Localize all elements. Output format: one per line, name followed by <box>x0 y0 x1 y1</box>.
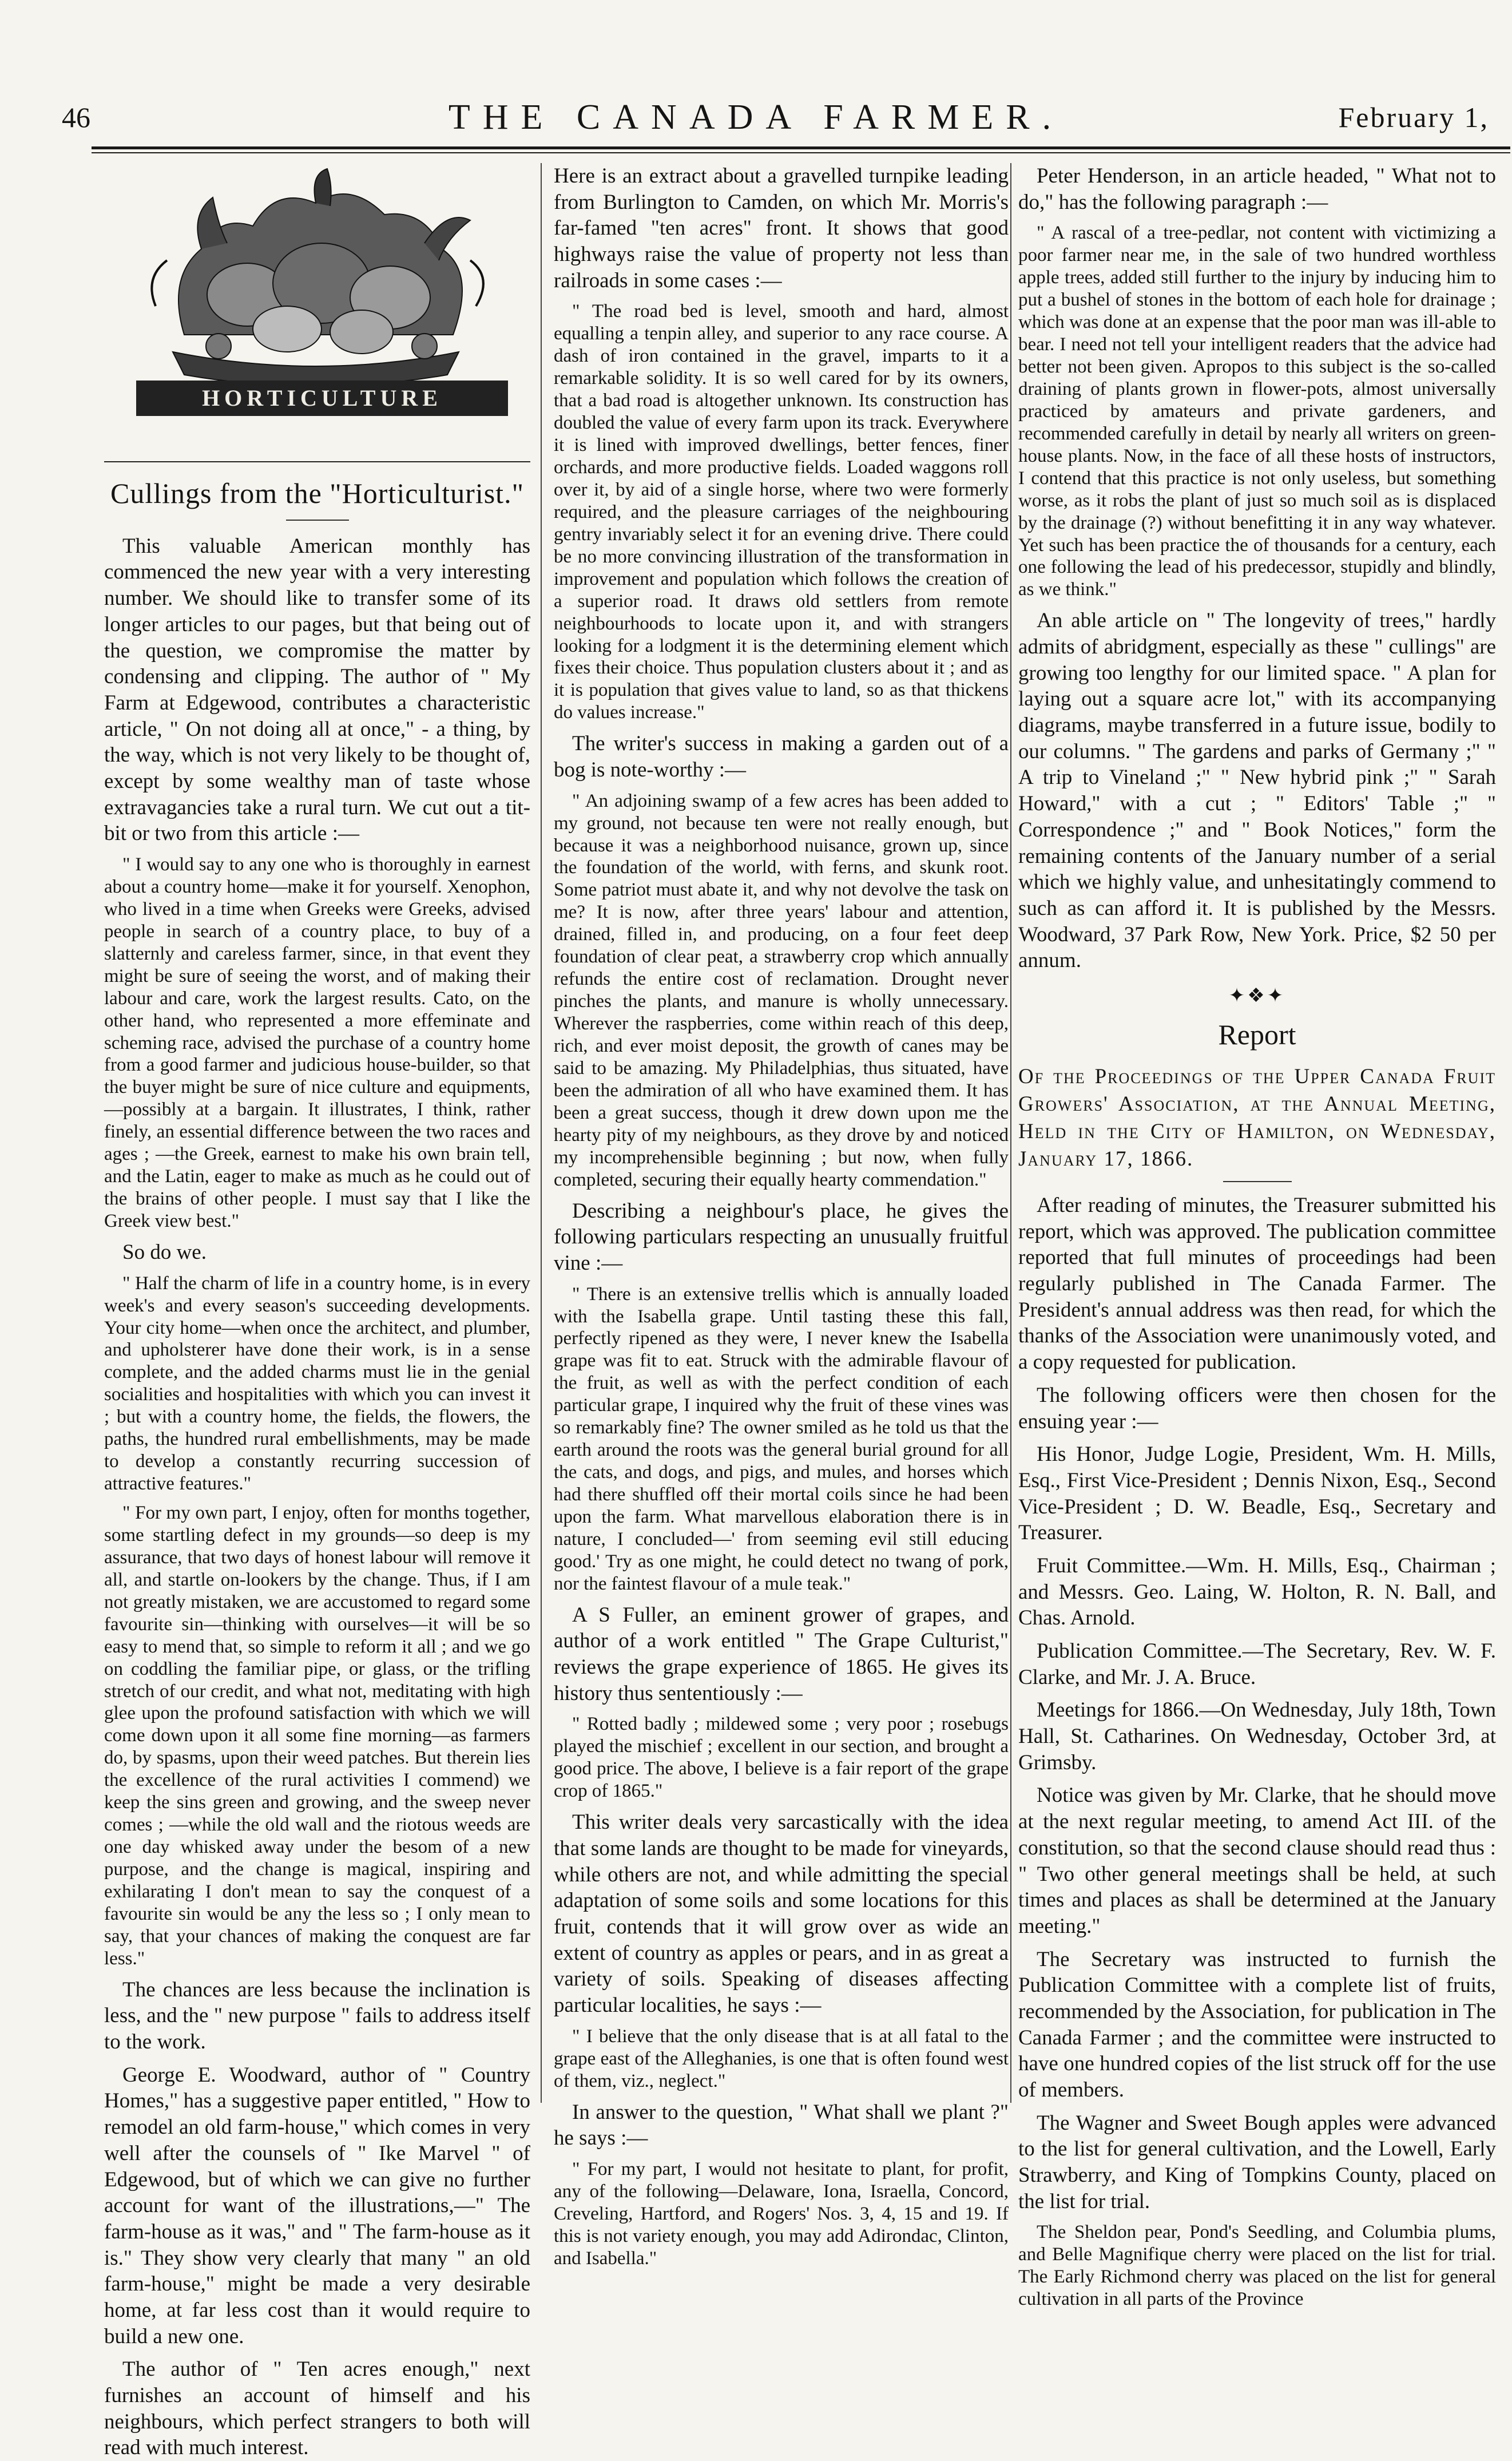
article-paragraph: The chances are less because the inclination is less, and the " new purpose " fails to address itself to the work. <box>104 1977 530 2054</box>
article-paragraph: A S Fuller, an eminent grower of grapes, and author of a work entitled " The Grape Culturist," reviews the grape experience of 1865. He gives its history thus sententiously :— <box>554 1603 1009 1705</box>
horticulture-vignette <box>104 163 530 441</box>
masthead-rule-thick <box>92 146 1510 149</box>
column-three <box>1018 163 1496 2310</box>
article-paragraph: George E. Woodward, author of " Country Homes," has a suggestive paper entitled, " How to remodel an old farm-house," which comes in very well after the counsels of " Ike Marvel " of Edgewood, but of which we can give no further account for want of the illustrations,—" The farm-house as it was," and " The farm-house as it is." They show very clearly that many " an old farm-house," might be made a very desirable home, at far less cost than it would require to build a new one. <box>104 2063 530 2348</box>
masthead-rule-thin <box>92 152 1510 153</box>
cullings-heading: Cullings from the "Horticulturist." <box>110 477 524 509</box>
article-paragraph: The author of " Ten acres enough," next furnishes an account of himself and his neighbours, which perfect strangers to both will read with much interest. <box>104 2357 530 2460</box>
page-number: 46 <box>62 101 90 133</box>
heading-rule <box>286 520 349 521</box>
report-paragraph: Meetings for 1866.—On Wednesday, July 18th, Town Hall, St. Catharines. On Wednesday, October 3rd, at Grimsby. <box>1018 1698 1496 1774</box>
masthead <box>0 0 1512 154</box>
report-paragraph: The Sheldon pear, Pond's Seedling, and Columbia plums, and Belle Magnifique cherry were placed on the list for trial. The Early Richmond cherry was placed on the list for general cultivation in all parts of the Province <box>1018 2222 1496 2310</box>
article-paragraph: In answer to the question, " What shall we plant ?" he says :— <box>554 2100 1009 2150</box>
column-two <box>554 163 1009 2269</box>
article-paragraph: The writer's success in making a garden out of a bog is note-worthy :— <box>554 732 1009 782</box>
ornament-divider: ✦❖✦ <box>1228 985 1286 1006</box>
article-paragraph: Here is an extract about a gravelled turnpike leading from Burlington to Camden, on which Mr. Morris's far-famed "ten acres" front. It shows that good highways raise the value of property not less than railroads in some cases :— <box>554 164 1009 292</box>
quote-paragraph: " For my part, I would not hesitate to plant, for profit, any of the following—Delaware, Iona, Israella, Concord, Creveling, Hartford, and Rogers' Nos. 3, 4, 15 and 19. If this is not variety enough, you may add Adirondac, Clinton, and Isabella." <box>554 2158 1009 2269</box>
column-one <box>104 163 530 2460</box>
quote-paragraph: " For my own part, I enjoy, often for months together, some startling defect in my grounds—so deep is my assurance, that two days of honest labour will remove it all, and startle on-lookers by the change. Thus, if I am not greatly mistaken, we are accustomed to regard some favourite sin—thinking with ourselves—it will be so easy to mend that, so simple to reform it all ; and we go on coddling the familiar pipe, or glass, or the trifling stretch of our credit, and what not, meditating with high glee upon the profound satisfaction with which we will come down upon it all some fine morning—as farmers do, by spasms, upon their weed patches. But therein lies the excellence of the rural activities I commend) we keep the sins green and growing, and the sweep never comes ; —while the old wall and the riotous weeds are one day whisked away under the besom of a new purpose, and the change is magical, inspiring and exhilarating I don't mean to say the conquest of a favourite sin would be any the less so ; I only mean to say, that your chances of making the conquest are far less." <box>104 1503 530 1969</box>
quote-paragraph: " The road bed is level, smooth and hard, almost equalling a tenpin alley, and superior to any race course. A dash of iron contained in the gravel, imparts to it a remarkable solidity. It is so well cared for by its owners, that a bad road is altogether unknown. Its construction has doubled the value of every farm upon its track. Everywhere it is lined with improved dwellings, better fences, finer orchards, and more productive fields. Loaded waggons roll over it, by aid of a single horse, where two were formerly required, and the pleasure carriages of the neighbouring gentry invariably select it for an evening drive. There could be no more convincing illustration of the transformation in improvement and population which follows the creation of a superior road. It draws old settlers from remote neighbourhoods to locate upon it, and with strangers looking for a lodgment it is the determining element which fixes their choice. Thus population clusters about it ; and as it is population that gives value to land, so as that thickens do values increase." <box>554 301 1009 723</box>
report-paragraph: Fruit Committee.—Wm. H. Mills, Esq., Chairman ; and Messrs. Geo. Laing, W. Holton, R. N. Ball, and Chas. Arnold. <box>1018 1554 1496 1630</box>
quote-paragraph: " I believe that the only disease that is at all fatal to the grape east of the Alleghanies, is one that is often found west of them, viz., neglect." <box>554 2026 1009 2091</box>
quote-paragraph: " I would say to any one who is thoroughly in earnest about a country home—make it for yourself. Xenophon, who lived in a time when Greeks were Greeks, advised people in search of a country place, to buy of a slatternly and careless farmer, since, in that event they might be sure of seeing the worst, and of making their labour and care, work the largest results. Cato, on the other hand, who represented a more effeminate and scheming race, advised the purchase of a country home from a good farmer and judicious house-builder, so that the buyer might be sure of nice culture and equipments,—possibly at a bargain. It illustrates, I think, rather finely, an essential difference between the two races and ages ; —the Greek, earnest to make his own brain tell, and the Latin, eager to make as much as he could out of the brains of other people. I must say that I like the Greek view best." <box>104 854 530 1231</box>
article-paragraph: This writer deals very sarcastically with the idea that some lands are thought to be made for vineyards, while others are not, and while admitting the special adaptation of some soils and some locations for this fruit, contends that it will grow over as wide an extent of country as apples or pears, and in as great a variety of soils. Speaking of diseases affecting particular localities, he says :— <box>554 1810 1009 2017</box>
article-paragraph: So do we. <box>122 1240 207 1264</box>
quote-paragraph: " An adjoining swamp of a few acres has been added to my ground, not because ten were not really enough, but because it was a neighborhood nuisance, grown up, since the foundation of the world, with ferns, and skunk root. Some patriot must abate it, and why not devolve the task on me? It is now, after three years' labour and attention, drained, filled in, and producing, on a four feet deep foundation of clear peat, a strawberry crop which annually refunds the entire cost of reclamation. Drought never pinches the plants, and manure is wholly unnecessary. Wherever the raspberries, come within reach of this deep, rich, and ever moist deposit, the growth of canes may be said to be amazing. My Philadelphias, thus situated, have been the admiration of all who have examined them. It has been a great success, though it drew down upon me the hearty pity of my neighbours, as they drove by and noticed my incomprehensible beginning ; but now, when fully completed, securing their equally hearty commendation." <box>554 790 1009 1190</box>
section-rule <box>104 461 530 462</box>
report-heading: Report <box>1218 1018 1296 1051</box>
report-paragraph: His Honor, Judge Logie, President, Wm. H. Mills, Esq., First Vice-President ; Dennis Nixon, Esq., Second Vice-President ; D. W. Beadle, Esq., Secretary and Treasurer. <box>1018 1442 1496 1545</box>
article-paragraph: This valuable American monthly has commenced the new year with a very interesting number. We should like to transfer some of its longer articles to our pages, but that being out of the question, we compromise the matter by condensing and clipping. The author of " My Farm at Edgewood, contributes a characteristic article, " On not doing all at once," - a thing, by the way, which is not very likely to be thought of, except by some wealthy man of taste whose extravagancies take a rural turn. We cut out a tit-bit or two from this article :— <box>104 534 530 846</box>
article-paragraph: Peter Henderson, in an article headed, " What not to do," has the following paragraph :— <box>1018 164 1496 214</box>
report-paragraph: Notice was given by Mr. Clarke, that he should move at the next regular meeting, to amend Act III. of the constitution, so that the second clause should read thus : " Two other general meetings shall be held, at such times and places as shall be determined at the January meeting." <box>1018 1784 1496 1938</box>
report-paragraph: The following officers were then chosen for the ensuing year :— <box>1018 1383 1496 1433</box>
quote-paragraph: " Rotted badly ; mildewed some ; very poor ; rosebugs played the mischief ; excellent in our section, and brought a good price. The above, I believe is a fair report of the grape crop of 1865." <box>554 1714 1009 1802</box>
report-paragraph: After reading of minutes, the Treasurer submitted his report, which was approved. The publication committee reported that full minutes of proceedings had been regularly published in The Canada Farmer. The President's annual address was then read, for which the thanks of the Association were unanimously voted, and a copy requested for publication. <box>1018 1194 1496 1374</box>
article-paragraph: An able article on " The longevity of trees," hardly admits of abridgment, especially as these " cullings" are growing too lengthy for our limited space. " A plan for laying out a square acre lot," with its accompanying diagrams, maybe transferred in a future issue, bodily to our columns. " The gardens and parks of Germany ;" " A trip to Vineland ;" " New hybrid pink ;" " Sarah Howard," with a cut ; " Editors' Table ;" " Correspondence ;" and " Book Notices," form the remaining contents of the January number of a serial which we highly value, and unhesitatingly commend to such as can afford it. It is published by the Messrs. Woodward, 37 Park Row, New York. Price, $2 50 per annum. <box>1018 609 1496 973</box>
article-paragraph: Describing a neighbour's place, he gives the following particulars respecting an unusually fruitful vine :— <box>554 1199 1009 1275</box>
quote-paragraph: " There is an extensive trellis which is annually loaded with the Isabella grape. Until tasting these this fall, perfectly ripened as they were, I never knew the Isabella grape was fit to eat. Struck with the admirable flavour of the fruit, as well as with the perfect condition of each particular grape, I inquired why the fruit of these vines was so remarkably fine? The owner smiled as he told us that the earth around the roots was the general burial ground for all the cats, and dogs, and pigs, and mules, and horses which had there shuffled off their mortal coils since he had been upon the farm. What marvellous elaboration there is in nature, I concluded—' from seeming evil still educing good.' Try as one might, he could detect no twang of pork, nor the faintest flavour of a mule teak." <box>554 1283 1009 1594</box>
quote-paragraph: " A rascal of a tree-pedlar, not content with victimizing a poor farmer near me, in the sale of two hundred worthless apple trees, added still further to the injury by inducing him to put a bushel of stones in the bottom of each hole for drainage ; which was done at an expense that the poor man was ill-able to bear. I need not tell your intelligent readers that the advice had better not been given. Apropos to this subject is the so-called draining of plants grown in flower-pots, almost universally practiced by amateurs and private gardeners, and recommended carefully in detail by nearly all writers on green-house plants. Now, in the face of all these hosts of instructors, I contend that this practice is not only useless, but something worse, as it robs the plant of just so much soil as is displaced by the drainage (?) without benefitting it in any way whatever. Yet such has been practice the of thousands for a century, each one following the lead of his predecessor, stupidly and blindly, as we think." <box>1018 223 1496 600</box>
report-paragraph: Publication Committee.—The Secretary, Rev. W. F. Clarke, and Mr. J. A. Bruce. <box>1018 1639 1496 1689</box>
report-rule <box>1223 1181 1292 1182</box>
report-paragraph: The Secretary was instructed to furnish the Publication Committee with a complete list of fruits, recommended by the Association, for publication in The Canada Farmer ; and the committee were instructed to have one hundred copies of the list struck off for the use of members. <box>1018 1947 1496 2102</box>
report-subheading: Of the Proceedings of the Upper Canada Fruit Growers' Association, at the Annual Meeting, Held in the City of Hamilton, on Wednesday, January 17, 1866. <box>1018 1064 1496 1171</box>
report-paragraph: The Wagner and Sweet Bough apples were advanced to the list for general cultivation, and the Lowell, Early Strawberry, and King of Tompkins County, placed on the list for trial. <box>1018 2111 1496 2213</box>
quote-paragraph: " Half the charm of life in a country home, is in every week's and every season's succeeding developments. Your city home—when once the architect, and plumber, and upholsterer have done their work, is in a sense complete, and the added charms must lie in the genial socialities and hospitalities with which you can invest it ; but with a country home, the fields, the flowers, the paths, the hundred rural embellishments, may be made to develop a constantly recurring succession of attractive features." <box>104 1273 530 1495</box>
column-divider <box>541 163 542 2103</box>
horticulture-banner: HORTICULTURE <box>136 381 508 416</box>
paper-title: THE CANADA FARMER. <box>448 98 1064 137</box>
column-divider <box>1010 163 1011 2103</box>
issue-date: February 1, <box>1338 101 1489 133</box>
